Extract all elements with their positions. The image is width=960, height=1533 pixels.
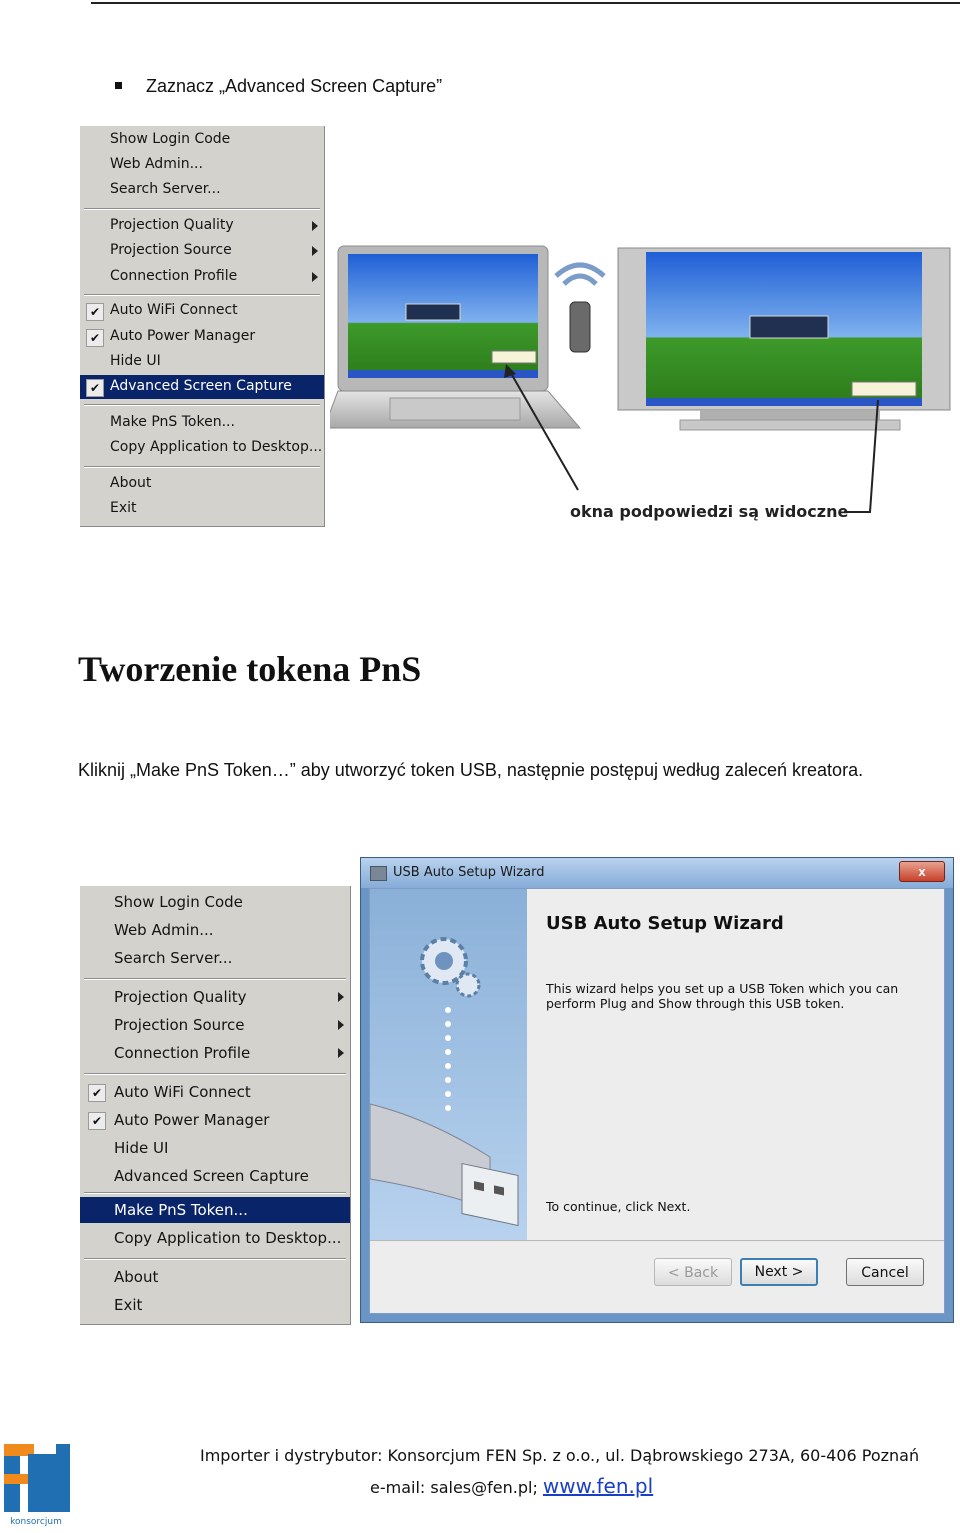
- menu-item-projection-quality[interactable]: Projection Quality: [80, 214, 324, 238]
- bullet-square-icon: [115, 82, 122, 89]
- footer-website-link[interactable]: www.fen.pl: [542, 1474, 654, 1498]
- menu-item-projection-quality[interactable]: Projection Quality: [80, 984, 350, 1010]
- next-button[interactable]: Next >: [740, 1258, 818, 1286]
- wizard-window-title: USB Auto Setup Wizard: [393, 865, 545, 880]
- checkmark-icon: ✔: [88, 1084, 106, 1102]
- checkmark-icon: ✔: [88, 1112, 106, 1130]
- back-button[interactable]: < Back: [654, 1258, 732, 1286]
- wizard-titlebar[interactable]: [361, 858, 953, 888]
- usb-gear-graphic: [370, 889, 527, 1240]
- menu-item-hide-ui[interactable]: Hide UI: [110, 353, 161, 369]
- checkmark-icon: ✔: [86, 329, 104, 347]
- submenu-arrow-icon: [338, 992, 344, 1002]
- menu-item-web-admin[interactable]: Web Admin...: [114, 921, 214, 939]
- cancel-button[interactable]: Cancel: [846, 1258, 924, 1286]
- menu-separator: [84, 978, 346, 980]
- menu-separator: [84, 404, 320, 406]
- menu-separator: [84, 294, 320, 296]
- fen-logo-graphic: [0, 1440, 72, 1528]
- logo-subtext: konsorcjum: [10, 1517, 62, 1527]
- submenu-arrow-icon: [312, 272, 318, 282]
- context-menu-make-token: [80, 886, 351, 1325]
- menu-item-auto-wifi-connect[interactable]: ✔ Auto WiFi Connect: [80, 1079, 350, 1105]
- fen-logo: [0, 1440, 72, 1528]
- menu-item-about[interactable]: About: [110, 475, 152, 491]
- menu-item-show-login-code[interactable]: Show Login Code: [114, 893, 243, 911]
- menu-item-advanced-screen-capture[interactable]: Advanced Screen Capture: [114, 1167, 309, 1185]
- usb-setup-wizard-window: [360, 857, 954, 1323]
- footer-importer-line: Importer i dystrybutor: Konsorcjum FEN Sp. z o.o., ul. Dąbrowskiego 273A, 60-406 Poznań: [200, 1446, 920, 1465]
- menu-item-search-server[interactable]: Search Server...: [114, 949, 233, 967]
- close-button[interactable]: x: [899, 861, 945, 882]
- checkmark-icon: ✔: [86, 379, 104, 397]
- submenu-arrow-icon: [312, 246, 318, 256]
- checkmark-icon: ✔: [86, 303, 104, 321]
- menu-item-hide-ui[interactable]: Hide UI: [114, 1139, 169, 1157]
- menu-item-show-login-code[interactable]: Show Login Code: [110, 131, 231, 147]
- wizard-footer-divider: [370, 1240, 944, 1241]
- menu-item-connection-profile[interactable]: Connection Profile: [80, 1040, 350, 1066]
- wizard-heading: USB Auto Setup Wizard: [546, 913, 784, 934]
- context-menu-advanced-capture: [80, 126, 325, 527]
- menu-item-auto-power-manager[interactable]: ✔ Auto Power Manager: [80, 1107, 350, 1133]
- menu-item-web-admin[interactable]: Web Admin...: [110, 156, 203, 172]
- menu-separator: [84, 1073, 346, 1075]
- menu-item-auto-wifi-connect[interactable]: ✔ Auto WiFi Connect: [80, 299, 324, 323]
- wizard-side-banner: [370, 889, 527, 1240]
- menu-item-about[interactable]: About: [114, 1268, 159, 1286]
- top-rule: [91, 2, 960, 4]
- menu-item-projection-source[interactable]: Projection Source: [80, 1012, 350, 1038]
- wizard-description: This wizard helps you set up a USB Token which you can perform Plug and Show through this USB token.: [546, 981, 899, 1011]
- menu-item-copy-application[interactable]: Copy Application to Desktop...: [114, 1229, 342, 1247]
- menu-item-make-pns-token[interactable]: Make PnS Token...: [110, 414, 235, 430]
- menu-item-make-pns-token[interactable]: Make PnS Token...: [80, 1197, 350, 1223]
- footer-contact-line: [370, 1474, 653, 1498]
- menu-item-connection-profile[interactable]: Connection Profile: [80, 265, 324, 289]
- menu-separator: [84, 1258, 346, 1260]
- bullet-text: Zaznacz „Advanced Screen Capture”: [146, 76, 443, 96]
- wizard-content: [369, 888, 945, 1314]
- section-paragraph: Kliknij „Make PnS Token…” aby utworzyć token USB, następnie postępuj według zaleceń kreatora.: [78, 760, 864, 780]
- menu-separator: [84, 1192, 346, 1194]
- wizard-continue-text: To continue, click Next.: [546, 1199, 691, 1214]
- app-icon: [370, 866, 387, 881]
- submenu-arrow-icon: [338, 1048, 344, 1058]
- menu-item-auto-power-manager[interactable]: ✔ Auto Power Manager: [80, 325, 324, 349]
- projection-illustration: [330, 240, 960, 530]
- submenu-arrow-icon: [338, 1020, 344, 1030]
- bullet-instruction: [115, 76, 442, 97]
- menu-item-copy-application[interactable]: Copy Application to Desktop...: [110, 439, 323, 455]
- footer-email: e-mail: sales@fen.pl;: [370, 1478, 543, 1497]
- menu-separator: [84, 466, 320, 468]
- menu-item-projection-source[interactable]: Projection Source: [80, 239, 324, 263]
- menu-separator: [84, 208, 320, 210]
- menu-item-exit[interactable]: Exit: [114, 1296, 143, 1314]
- menu-item-advanced-screen-capture[interactable]: ✔ Advanced Screen Capture: [80, 375, 324, 399]
- submenu-arrow-icon: [312, 221, 318, 231]
- menu-item-search-server[interactable]: Search Server...: [110, 181, 221, 197]
- menu-item-exit[interactable]: Exit: [110, 500, 137, 516]
- section-title: Tworzenie tokena PnS: [78, 649, 422, 689]
- laptop-monitor-diagram: [330, 240, 960, 530]
- illustration-caption: okna podpowiedzi są widoczne: [570, 502, 849, 521]
